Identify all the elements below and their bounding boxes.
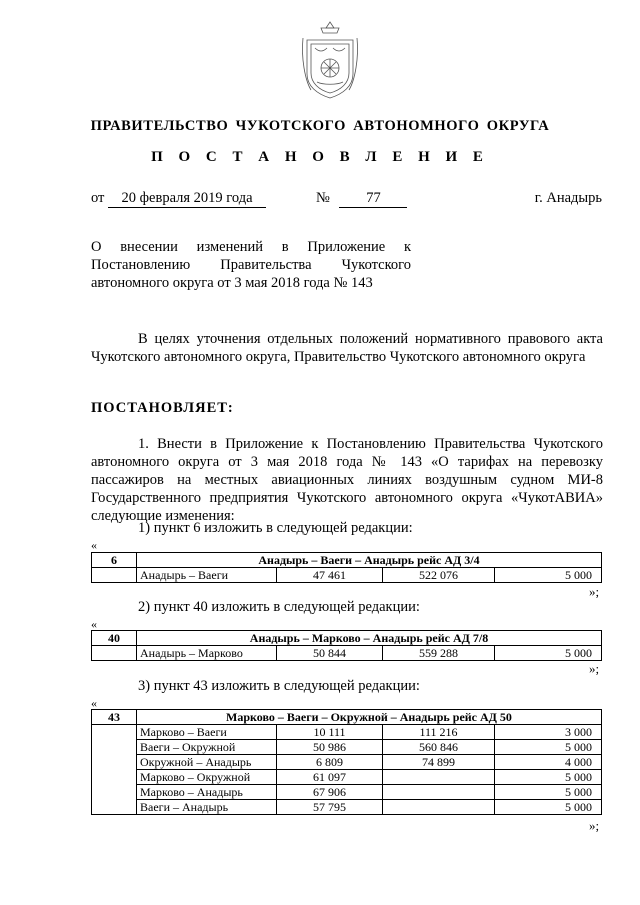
document-subject: О внесении изменений в Приложение к Постановлению Правительства Чукотского автономного округа от 3 мая 2018 года № 143 — [91, 239, 411, 291]
table-cell: 5 000 — [495, 770, 602, 785]
table-cell: Ваеги – Окружной — [137, 740, 277, 755]
item-2-open-quote: « — [91, 617, 97, 631]
table-cell: 4 000 — [495, 755, 602, 770]
table-cell: 57 795 — [277, 800, 383, 815]
table-cell: Анадырь – Ваеги – Анадырь рейс АД 3/4 — [137, 553, 602, 568]
table-cell: 43 — [92, 710, 137, 725]
table-row — [92, 800, 602, 815]
table-cell: 67 906 — [277, 785, 383, 800]
preamble-paragraph — [91, 330, 603, 366]
item-1-close-quote: »; — [589, 584, 600, 599]
item-2-intro: 2) пункт 40 изложить в следующей редакции: — [138, 599, 420, 615]
table-cell: 5 000 — [495, 785, 602, 800]
table-cell: 50 986 — [277, 740, 383, 755]
preamble-text: В целях уточнения отдельных положений нормативного правового акта Чукотского автономного округа, Правительство Чукотского автономного округа — [91, 331, 603, 365]
number-block — [316, 190, 407, 208]
table-cell: 5 000 — [495, 800, 602, 815]
table-cell: 5 000 — [495, 646, 602, 661]
table-row — [92, 725, 602, 740]
document-type: П О С Т А Н О В Л Е Н И Е — [151, 149, 489, 165]
item-1-open-quote: « — [91, 538, 97, 552]
table-cell: 111 216 — [383, 725, 495, 740]
number-label: № — [316, 190, 330, 206]
document-city: г. Анадырь — [534, 190, 602, 206]
table-row — [92, 740, 602, 755]
coat-of-arms-emblem — [299, 18, 361, 108]
document-number: 77 — [339, 190, 407, 208]
government-name: ПРАВИТЕЛЬСТВО ЧУКОТСКОГО АВТОНОМНОГО ОКРУГА — [90, 118, 550, 134]
table-cell: Марково – Ваеги – Окружной – Анадырь рейс АД 50 — [137, 710, 602, 725]
table-cell: Анадырь – Марково – Анадырь рейс АД 7/8 — [137, 631, 602, 646]
item-2-close-quote: »; — [589, 661, 600, 676]
table-cell — [92, 568, 137, 583]
table-cell: Анадырь – Марково — [137, 646, 277, 661]
table-cell — [383, 770, 495, 785]
table-cell: 560 846 — [383, 740, 495, 755]
table-cell: 74 899 — [383, 755, 495, 770]
tariff-table-40 — [91, 630, 602, 661]
table-cell: 522 076 — [383, 568, 495, 583]
table-cell — [383, 800, 495, 815]
item-3-intro: 3) пункт 43 изложить в следующей редакции: — [138, 678, 420, 694]
table-cell: 61 097 — [277, 770, 383, 785]
table-row — [92, 755, 602, 770]
item-1-intro: 1) пункт 6 изложить в следующей редакции: — [138, 520, 413, 536]
document-date: 20 февраля 2019 года — [108, 190, 266, 208]
table-row — [92, 553, 602, 568]
table-cell: 3 000 — [495, 725, 602, 740]
table-row — [92, 785, 602, 800]
table-row — [92, 770, 602, 785]
table-cell: 10 111 — [277, 725, 383, 740]
table-cell — [92, 725, 137, 815]
tariff-table-43 — [91, 709, 602, 815]
item-3-close-quote: »; — [589, 818, 600, 833]
resolves-heading: ПОСТАНОВЛЯЕТ: — [91, 400, 234, 416]
table-row — [92, 646, 602, 661]
table-cell: 6 — [92, 553, 137, 568]
table-cell: Окружной – Анадырь — [137, 755, 277, 770]
date-block — [91, 190, 266, 208]
table-cell: Ваеги – Анадырь — [137, 800, 277, 815]
table-row — [92, 710, 602, 725]
table-cell: 5 000 — [495, 740, 602, 755]
table-cell: Марково – Анадырь — [137, 785, 277, 800]
table-cell: 47 461 — [277, 568, 383, 583]
clause-1 — [91, 435, 603, 525]
table-cell: 5 000 — [495, 568, 602, 583]
clause-1-text: 1. Внести в Приложение к Постановлению Правительства Чукотского автономного округа от 3 мая 2018 года № 143 «О тарифах на перевозку пассажиров на местных авиационных линиях воздушным судном МИ-8 Государственного предприятия Чукотского автономного округа «ЧукотАВИА» следующие изменения: — [91, 436, 603, 524]
table-cell: 6 809 — [277, 755, 383, 770]
table-cell — [383, 785, 495, 800]
table-cell: Анадырь – Ваеги — [137, 568, 277, 583]
tariff-table-6 — [91, 552, 602, 583]
table-cell: 50 844 — [277, 646, 383, 661]
date-prefix: от — [91, 190, 105, 206]
table-cell: Марково – Ваеги — [137, 725, 277, 740]
table-cell — [92, 646, 137, 661]
table-cell: Марково – Окружной — [137, 770, 277, 785]
table-cell: 40 — [92, 631, 137, 646]
table-cell: 559 288 — [383, 646, 495, 661]
table-row — [92, 568, 602, 583]
item-3-open-quote: « — [91, 696, 97, 710]
table-row — [92, 631, 602, 646]
